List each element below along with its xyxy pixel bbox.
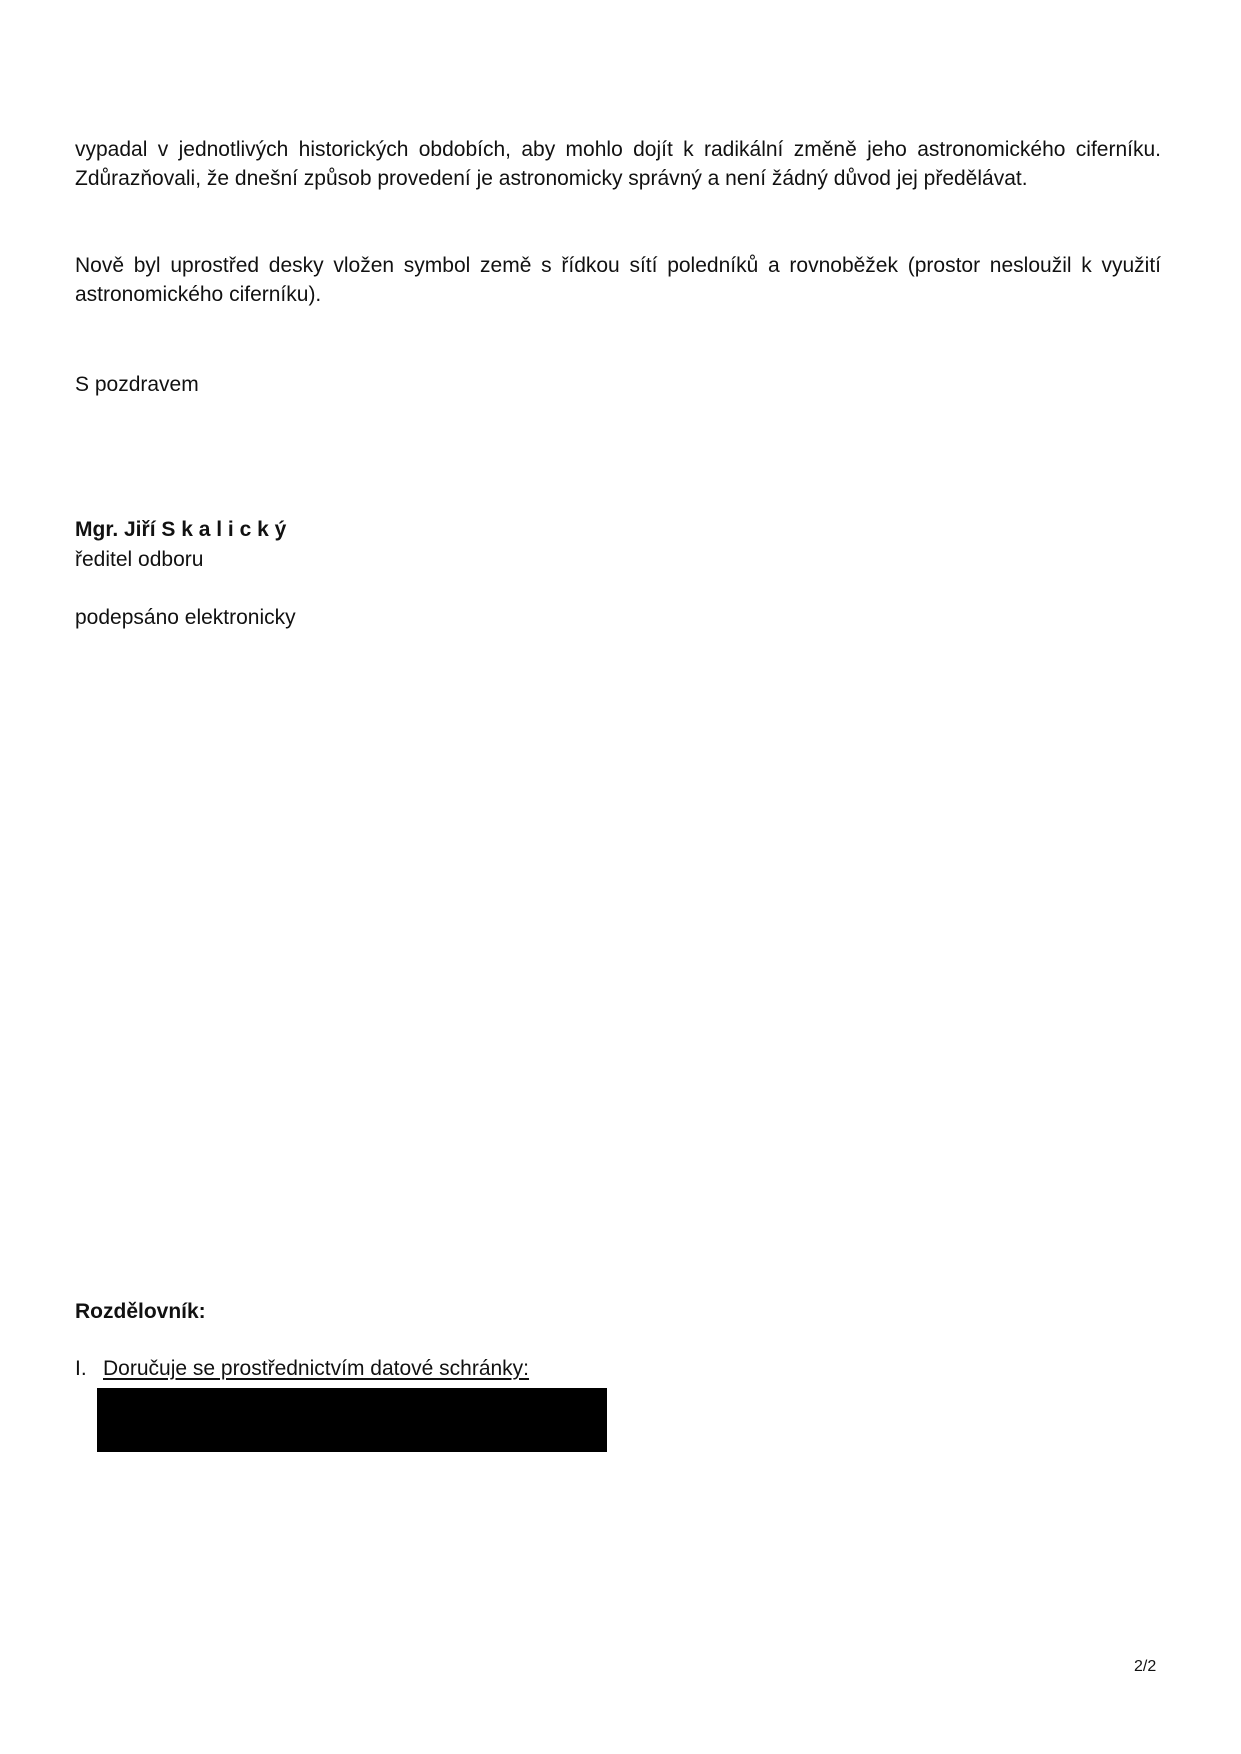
closing-greeting: S pozdravem bbox=[75, 373, 199, 396]
distribution-item-text: Doručuje se prostřednictvím datové schránky: bbox=[103, 1357, 530, 1380]
distribution-heading: Rozdělovník: bbox=[75, 1300, 206, 1323]
body-paragraph: Nově byl uprostřed desky vložen symbol země s řídkou sítí poledníků a rovnoběžek (prostor nesloužil k využití astronomického ciferníku). bbox=[75, 254, 1161, 306]
body-paragraph: vypadal v jednotlivých historických obdobích, aby mohlo dojít k radikální změně jeho astronomického ciferníku. Zdůrazňovali, že dnešní způsob provedení je astronomicky správný a není žádný důvod jej předělávat. bbox=[75, 138, 1161, 190]
signatory-title: ředitel odboru bbox=[75, 548, 204, 571]
redaction-bar bbox=[97, 1388, 607, 1452]
electronic-signature-note: podepsáno elektronicky bbox=[75, 606, 296, 629]
page-number: 2/2 bbox=[1134, 1658, 1157, 1675]
distribution-item-number: I. bbox=[75, 1357, 87, 1380]
signatory-name: Mgr. Jiří S k a l i c k ý bbox=[75, 518, 287, 541]
distribution-item bbox=[75, 1354, 529, 1383]
